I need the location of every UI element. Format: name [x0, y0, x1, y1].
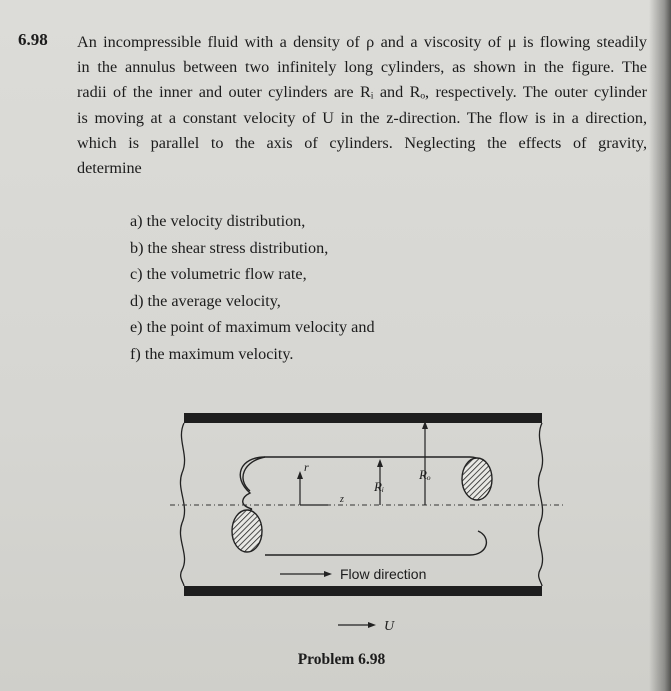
part-b: b) the shear stress distribution,: [130, 238, 329, 257]
problem-statement: [77, 30, 647, 181]
page-edge-shadow: [649, 0, 671, 691]
outer-wall-bottom: [184, 586, 542, 596]
part-c: c) the volumetric flow rate,: [130, 265, 307, 283]
problem-parts-list: [130, 208, 375, 367]
outer-wall-top: [184, 413, 542, 423]
r-axis-arrowhead: [297, 471, 303, 479]
flow-direction-label: Flow direction: [340, 566, 427, 582]
problem-line-1: An incompressible fluid with a density of ρ and a viscosity of μ is flowing steadily: [77, 33, 647, 51]
figure-caption: Problem 6.98: [297, 651, 386, 668]
problem-line-4: is moving at a constant velocity of U in the z-direction. The flow is in a direction,: [77, 108, 647, 127]
label-ro: Rₒ: [419, 467, 431, 482]
problem-line-2: in the annulus between two infinitely long cylinders, as shown in the figure. The: [77, 58, 647, 77]
part-a: a) the velocity distribution,: [130, 212, 306, 230]
problem-line-3: radii of the inner and outer cylinders are Rᵢ and Rₒ, respectively. The outer cylinder: [77, 83, 647, 102]
velocity-u-arrowhead: [368, 622, 376, 628]
label-r: r: [304, 460, 309, 474]
part-f: f) the maximum velocity.: [130, 344, 294, 363]
inner-cylinder-outline: [240, 457, 486, 555]
problem-number: 6.98: [18, 30, 48, 49]
velocity-u-label: U: [384, 619, 395, 634]
part-e: e) the point of maximum velocity and: [130, 318, 375, 336]
inner-cylinder-section-bottom: [232, 510, 262, 552]
label-ri: Rᵢ: [374, 479, 384, 494]
ri-arrowhead: [377, 459, 383, 467]
annulus-figure: [170, 405, 570, 645]
part-d: d) the average velocity,: [130, 291, 281, 310]
inner-cylinder-section-top: [462, 458, 492, 500]
problem-line-5: which is parallel to the axis of cylinders. Neglecting the effects of gravity,: [77, 133, 647, 152]
flow-direction-arrowhead: [324, 571, 332, 577]
right-break-line: [538, 423, 542, 586]
label-z: z: [340, 494, 344, 505]
problem-line-6: determine: [77, 159, 142, 178]
